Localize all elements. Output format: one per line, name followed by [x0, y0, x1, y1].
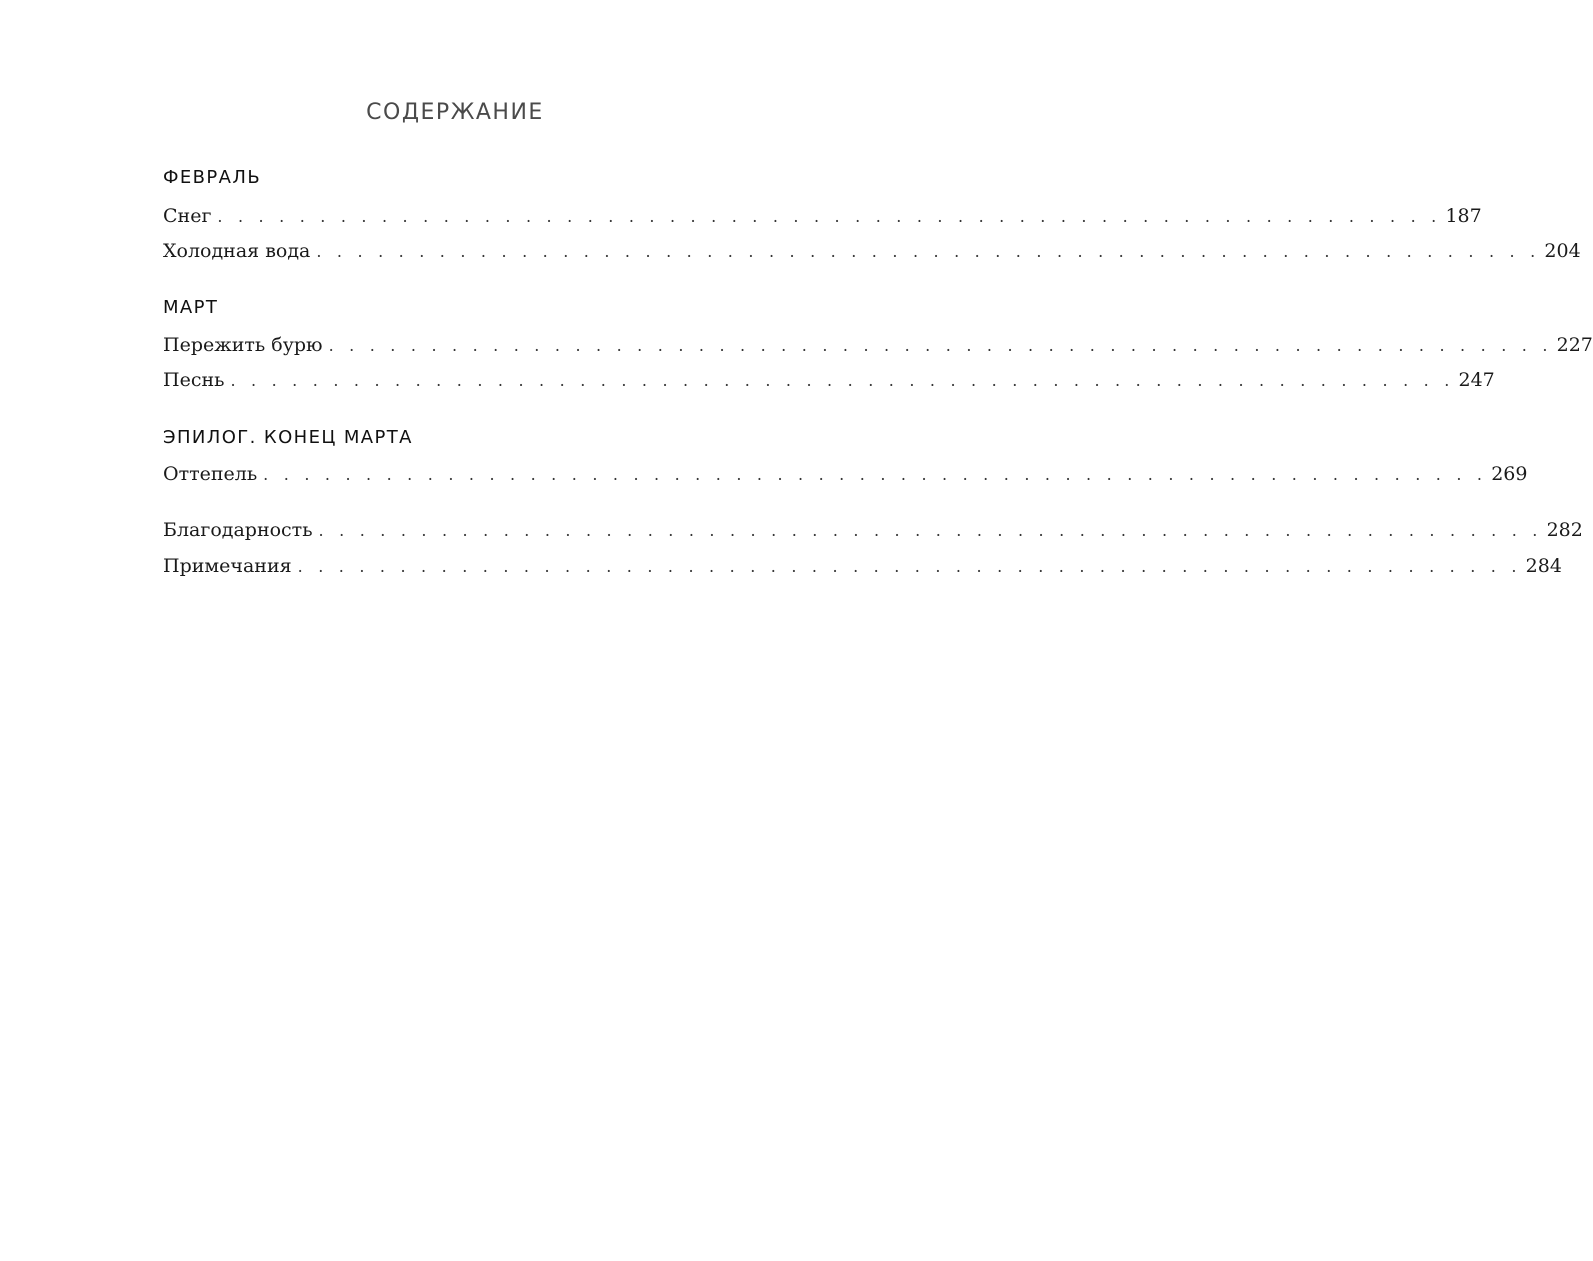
section-heading-epilogue: ЭПИЛОГ. КОНЕЦ МАРТА [163, 427, 413, 448]
toc-entry-page: 284 [1525, 555, 1562, 577]
toc-entry-blagodarnost[interactable] [163, 519, 1583, 549]
toc-entry-pesn[interactable] [163, 369, 1495, 399]
toc-entry-page: 282 [1546, 519, 1583, 541]
toc-entry-perezhit-buryu[interactable] [163, 334, 1593, 364]
dot-leader: . . . . . . . . . . . . . . . . . . . . . . . . . . . . . . . . . . . . . . . . . . . . . . . . . . . . . . . . . . . . [297, 557, 1522, 576]
section-heading-february: ФЕВРАЛЬ [163, 167, 262, 188]
toc-entry-sneg[interactable] [163, 205, 1482, 235]
dot-leader: . . . . . . . . . . . . . . . . . . . . . . . . . . . . . . . . . . . . . . . . . . . . . . . . . . . . . . . . . . . . [318, 521, 1543, 540]
toc-entry-primechaniya[interactable] [163, 555, 1562, 585]
toc-entry-title: Холодная вода [163, 240, 311, 262]
toc-entry-title: Песнь [163, 369, 225, 391]
toc-entry-title: Благодарность [163, 519, 313, 541]
toc-entry-page: 187 [1445, 205, 1482, 227]
toc-entry-kholodnaya-voda[interactable] [163, 240, 1581, 270]
page-title: СОДЕРЖАНИЕ [366, 100, 544, 125]
dot-leader: . . . . . . . . . . . . . . . . . . . . . . . . . . . . . . . . . . . . . . . . . . . . . . . . . . . . . . . . . . . . [217, 207, 1442, 226]
toc-entry-title: Оттепель [163, 463, 258, 485]
dot-leader: . . . . . . . . . . . . . . . . . . . . . . . . . . . . . . . . . . . . . . . . . . . . . . . . . . . . . . . . . . . . [316, 242, 1541, 261]
toc-entry-ottepel[interactable] [163, 463, 1528, 493]
toc-entry-page: 269 [1491, 463, 1528, 485]
toc-entry-title: Примечания [163, 555, 292, 577]
dot-leader: . . . . . . . . . . . . . . . . . . . . . . . . . . . . . . . . . . . . . . . . . . . . . . . . . . . . . . . . . . . . [263, 465, 1488, 484]
dot-leader: . . . . . . . . . . . . . . . . . . . . . . . . . . . . . . . . . . . . . . . . . . . . . . . . . . . . . . . . . . . . [328, 336, 1553, 355]
dot-leader: . . . . . . . . . . . . . . . . . . . . . . . . . . . . . . . . . . . . . . . . . . . . . . . . . . . . . . . . . . . . [230, 371, 1455, 390]
toc-entry-page: 247 [1458, 369, 1495, 391]
toc-entry-title: Пережить бурю [163, 334, 323, 356]
toc-entry-page: 227 [1556, 334, 1593, 356]
section-heading-march: МАРТ [163, 297, 219, 318]
toc-entry-page: 204 [1544, 240, 1581, 262]
toc-entry-title: Снег [163, 205, 212, 227]
